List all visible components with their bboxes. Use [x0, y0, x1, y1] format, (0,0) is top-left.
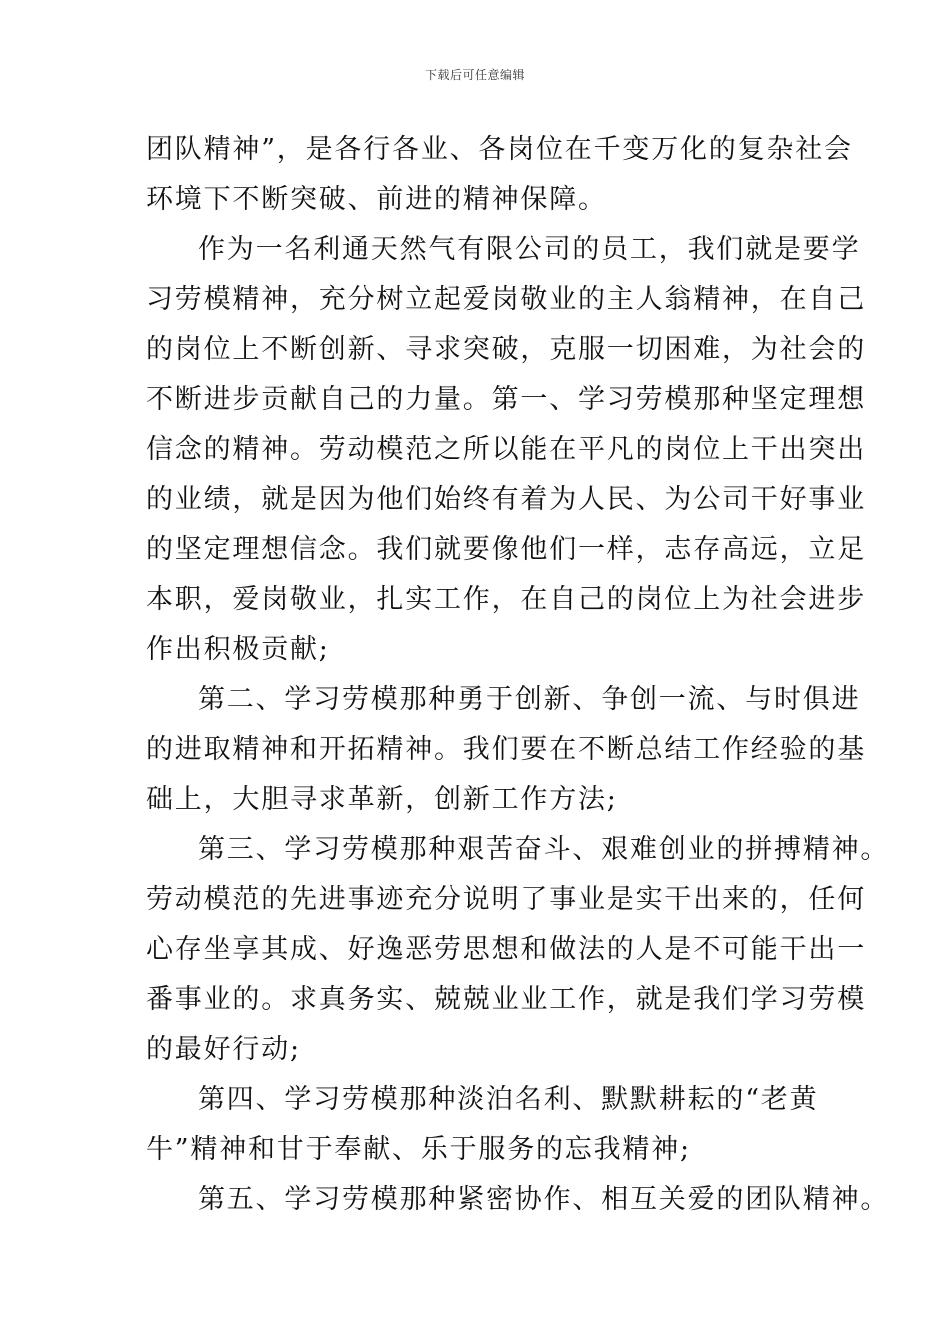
text-line: 作出积极贡献; [146, 634, 330, 665]
text-line: 信念的精神。劳动模范之所以能在平凡的岗位上干出突出 [146, 434, 866, 465]
text-line: 的岗位上不断创新、寻求突破，克服一切困难，为社会的 [146, 334, 866, 365]
text-line: 劳动模范的先进事迹充分说明了事业是实干出来的，任何 [146, 884, 866, 915]
text-line: 第三、学习劳模那种艰苦奋斗、艰难创业的拼搏精神。 [198, 834, 890, 865]
text-line: 环境下不断突破、前进的精神保障。 [146, 184, 607, 215]
text-line: 的坚定理想信念。我们就要像他们一样，志存高远，立足 [146, 534, 866, 565]
text-line: 的业绩，就是因为他们始终有着为人民、为公司干好事业 [146, 484, 866, 515]
text-line: 番事业的。求真务实、兢兢业业工作，就是我们学习劳模 [146, 984, 866, 1015]
text-line: 的最好行动; [146, 1034, 301, 1065]
text-line: 团队精神”，是各行各业、各岗位在千变万化的复杂社会 [146, 134, 853, 165]
text-line: 作为一名利通天然气有限公司的员工，我们就是要学 [198, 234, 861, 265]
text-line: 牛”精神和甘于奉献、乐于服务的忘我精神; [146, 1134, 691, 1165]
text-line: 心存坐享其成、好逸恶劳思想和做法的人是不可能干出一 [146, 934, 866, 965]
text-line: 本职，爱岗敬业，扎实工作，在自己的岗位上为社会进步 [146, 584, 866, 615]
page-header: 下载后可任意编辑 [424, 68, 525, 82]
text-line: 第五、学习劳模那种紧密协作、相互关爱的团队精神。 [198, 1184, 890, 1215]
text-line: 不断进步贡献自己的力量。第一、学习劳模那种坚定理想 [146, 384, 866, 415]
text-line: 第四、学习劳模那种淡泊名利、默默耕耘的“老黄 [198, 1084, 819, 1115]
text-line: 习劳模精神，充分树立起爱岗敬业的主人翁精神，在自己 [146, 284, 866, 315]
text-line: 第二、学习劳模那种勇于创新、争创一流、与时俱进 [198, 684, 861, 715]
text-line: 的进取精神和开拓精神。我们要在不断总结工作经验的基 [146, 734, 866, 765]
text-line: 础上，大胆寻求革新，创新工作方法; [146, 784, 618, 815]
